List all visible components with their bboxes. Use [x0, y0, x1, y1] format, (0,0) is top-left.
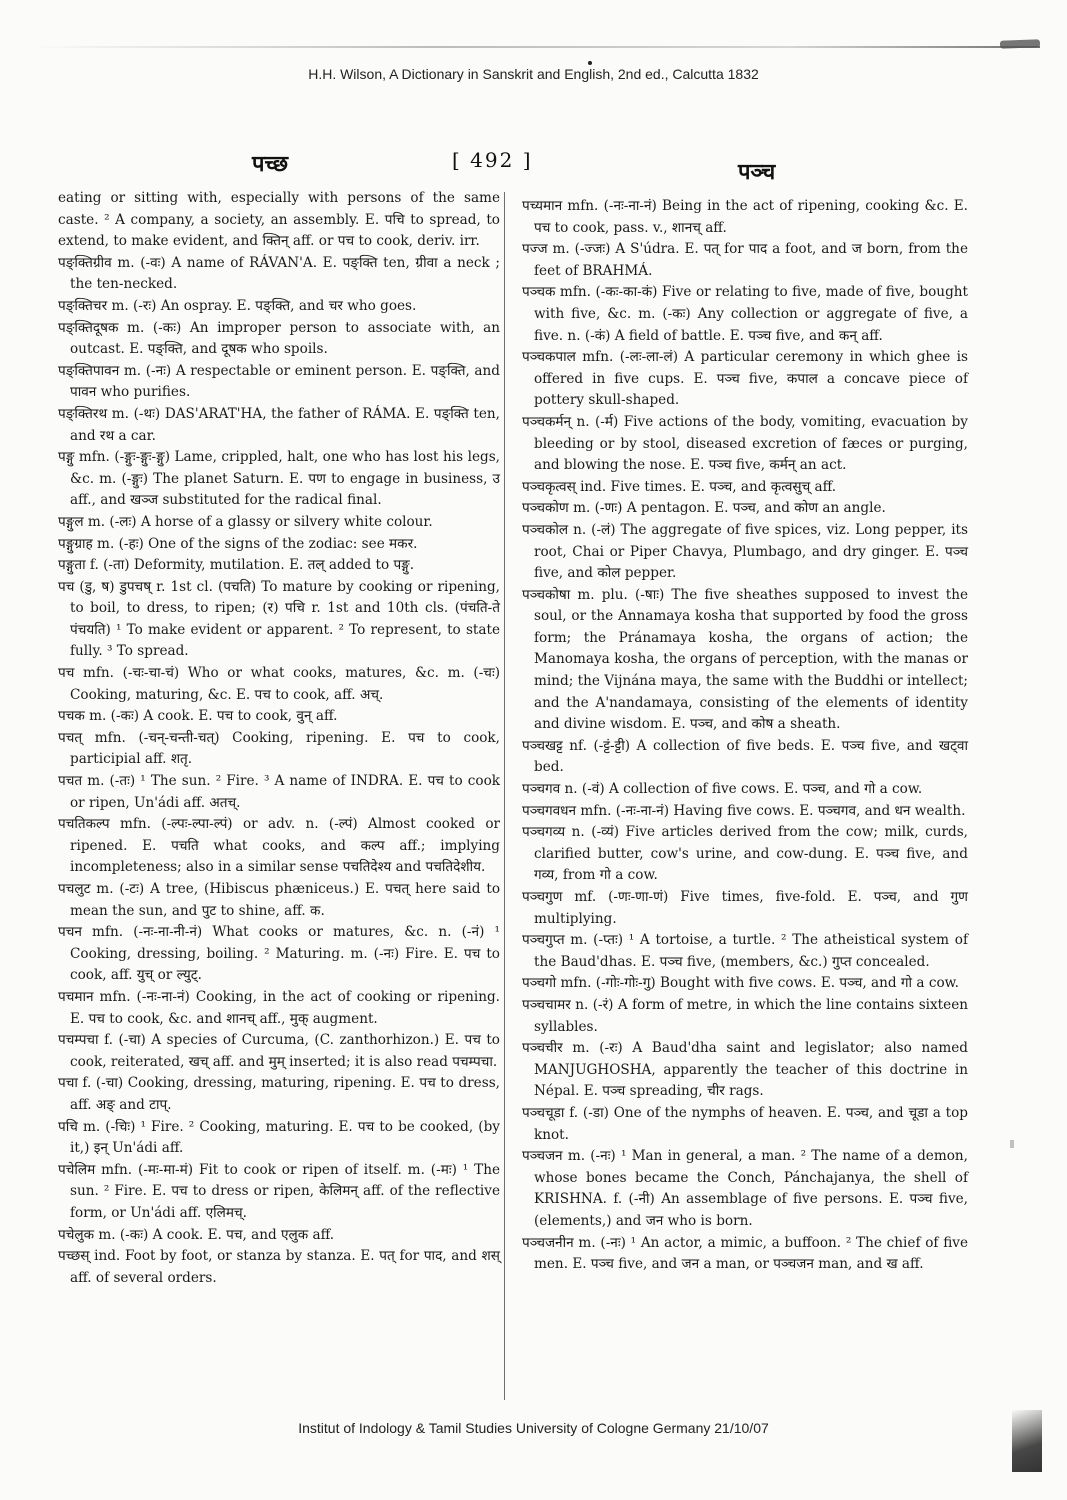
- dictionary-entry: पङ्गुता f. (-ता) Deformity, mutilation. E. तल् added to पङ्गु.: [58, 557, 415, 574]
- dictionary-entry: पञ्चगुण mf. (-णः-णा-णं) Five times, five-fold. E. पञ्च, and गुण multiplying.: [522, 889, 968, 927]
- dictionary-entry: पञ्चगो mfn. (-गोः-गोः-गु) Bought with five cows. E. पञ्च, and गो a cow.: [522, 975, 959, 992]
- dictionary-entry: पञ्चक mfn. (-कः-का-कं) Five or relating to five, made of five, bought with five, &c. m. (-कः) Any collection or aggregate of five, a five. n. (-कं) A field of battle. E. पञ्च five, and कन् aff.: [522, 284, 968, 344]
- dictionary-entry: पञ्चकोषा m. plu. (-षाः) The five sheathes supposed to invest the soul, or the Annamaya kosha that supported by food the gross form; the Pránamaya kosha, the organs of action; the Manomaya kosha, the organs of perception, with the manas or mind; the Vijnána maya, the same with the Buddhi or intellect; and the A'nandamaya, consisting of the elements of identity and divine wisdom. E. पञ्च, and कोष a sheath.: [522, 586, 968, 733]
- dictionary-entry: पङ्गुल m. (-लः) A horse of a glassy or silvery white colour.: [58, 513, 433, 530]
- dictionary-entry: पञ्चगव्य n. (-व्यं) Five articles derived from the cow; milk, curds, clarified butter, cow's urine, and cow-dung. E. पञ्च five, and गव्य, from गो a cow.: [522, 824, 968, 884]
- dictionary-entry: पज्ज m. (-ज्जः) A S'údra. E. पत् for पाद a foot, and ज born, from the feet of BRAHMÁ.: [522, 241, 968, 279]
- dictionary-entry: पचलुट m. (-टः) A tree, (Hibiscus phæniceus.) E. पचत् here said to mean the sun, and पुट to shine, aff. क.: [58, 881, 500, 919]
- dictionary-entry: पञ्चजन m. (-नः) ¹ Man in general, a man. ² The name of a demon, whose bones became the Conch, Pánchajanya, the shell of KRISHNA. f. (-नी) An assemblage of five persons. E. पञ्च five, (elements,) and जन who is born.: [522, 1148, 968, 1229]
- dictionary-entry: पङ्क्तिपावन m. (-नः) A respectable or eminent person. E. पङ्क्ति, and पावन who purifies.: [58, 362, 500, 401]
- dictionary-entry: पङ्गु mfn. (-ङ्गुः-ङ्गुः-ङ्गु) Lame, crippled, halt, one who has lost his legs, &c. m. (-ङ्गुः) The planet Saturn. E. पण to engage in business, उ aff., and खञ्ज substituted for the radical final.: [58, 449, 500, 509]
- dictionary-entry: पचेलुक m. (-कः) A cook. E. पच, and एलुक aff.: [58, 1226, 335, 1243]
- dictionary-entry: पचमान mfn. (-नः-ना-नं) Cooking, in the act of cooking or ripening. E. पच to cook, &c. and शानच् aff., मुक् augment.: [58, 988, 500, 1027]
- dictionary-entry: पञ्चगुप्त m. (-प्तः) ¹ A tortoise, a turtle. ² The atheistical system of the Baud'dhas. E. पञ्च five, (members, &c.) गुप्त concealed.: [522, 932, 968, 970]
- dictionary-entry: पचत् mfn. (-चन्-चन्ती-चत्) Cooking, ripening. E. पच to cook, participial aff. शतृ.: [58, 729, 500, 768]
- left-column: [58, 188, 500, 1289]
- dictionary-entry: पङ्क्तिचर m. (-रः) An ospray. E. पङ्क्ति, and चर who goes.: [58, 297, 417, 314]
- dictionary-entry: eating or sitting with, especially with persons of the same caste. ² A company, a society, an assembly. E. पचि to spread, to extend, to make evident, and क्तिन् aff. or पच to cook, deriv. irr.: [58, 190, 500, 250]
- dictionary-entry: पचन mfn. (-नः-ना-नी-नं) What cooks or matures, &c. n. (-नं) ¹ Cooking, dressing, boiling. ² Maturing. m. (-नः) Fire. E. पच to cook, aff. युच् or ल्युट्.: [58, 924, 500, 984]
- page-number: [ 492 ]: [452, 148, 533, 172]
- footer-caption: Institut of Indology & Tamil Studies University of Cologne Germany 21/10/07: [298, 1420, 769, 1436]
- dictionary-entry: पचक m. (-कः) A cook. E. पच to cook, वुन् aff.: [58, 708, 338, 725]
- dictionary-entry: पञ्चजनीन m. (-नः) ¹ An actor, a mimic, a buffoon. ² The chief of five men. E. पञ्च five, and जन a man, or पञ्चजन man, and ख aff.: [522, 1234, 968, 1273]
- column-divider: [504, 192, 505, 1400]
- dictionary-entry: पङ्गुग्राह m. (-हः) One of the signs of the zodiac: see मकर.: [58, 535, 418, 552]
- scan-speck: [1010, 1140, 1014, 1148]
- dictionary-entry: पञ्चखट्ट nf. (-ट्टं-ट्टी) A collection of five beds. E. पञ्च five, and खट्वा bed.: [522, 737, 968, 776]
- scan-edge-mark: [1012, 1410, 1042, 1472]
- left-headword: पच्छ: [252, 151, 289, 177]
- dictionary-entry: पङ्क्तिरथ m. (-थः) DAS'ARAT'HA, the father of RÁMA. E. पङ्क्ति ten, and रथ a car.: [58, 405, 500, 444]
- dictionary-entry: पञ्चकपाल mfn. (-लः-ला-लं) A particular ceremony in which ghee is offered in five cups. E. पञ्च five, कपाल a concave piece of pottery skull-shaped.: [522, 349, 968, 409]
- dictionary-entry: पच्यमान mfn. (-नः-ना-नं) Being in the act of ripening, cooking &c. E. पच to cook, pass. v., शानच् aff.: [522, 198, 968, 236]
- dictionary-entry: पञ्चकर्मन् n. (-र्म) Five actions of the body, vomiting, evacuation by bleeding or by stool, diseased excretion of fæces or purging, and blowing the nose. E. पञ्च five, कर्मन् an act.: [522, 413, 968, 474]
- dictionary-entry: पञ्चचूडा f. (-डा) One of the nymphs of heaven. E. पञ्च, and चूडा a top knot.: [522, 1104, 968, 1143]
- dictionary-entry: पञ्चगवधन mfn. (-नः-ना-नं) Having five cows. E. पञ्चगव, and धन wealth.: [522, 802, 966, 819]
- dictionary-entry: पञ्चचामर n. (-रं) A form of metre, in which the line contains sixteen syllables.: [522, 996, 968, 1035]
- dictionary-entry: पचेलिम mfn. (-मः-मा-मं) Fit to cook or ripen of itself. m. (-मः) ¹ The sun. ² Fire. E. पच to dress or ripen, केलिमन् aff. of the reflective form, or Un'ádi aff. एलिमच्.: [58, 1161, 500, 1221]
- dictionary-entry: पञ्चगव n. (-वं) A collection of five cows. E. पञ्च, and गो a cow.: [522, 781, 923, 798]
- dictionary-entry: पच्छस् ind. Foot by foot, or stanza by stanza. E. पत् for पाद, and शस् aff. of several orders.: [58, 1248, 500, 1286]
- dictionary-entry: पङ्क्तिदूषक m. (-कः) An improper person to associate with, an outcast. E. पङ्क्ति, and दूषक who spoils.: [58, 319, 500, 358]
- header-caption: H.H. Wilson, A Dictionary in Sanskrit and English, 2nd ed., Calcutta 1832: [308, 66, 759, 82]
- dictionary-entry: पञ्चकोण m. (-णः) A pentagon. E. पञ्च, and कोण an angle.: [522, 500, 886, 517]
- scan-smudge: [1000, 39, 1040, 48]
- dictionary-entry: पचम्पचा f. (-चा) A species of Curcuma, (C. zanthorhizon.) E. पच to cook, reiterated, खच् aff. and मुम् inserted; it is also read पचम्पचा.: [58, 1032, 500, 1070]
- dictionary-entry: पञ्चकृत्वस् ind. Five times. E. पञ्च, and कृत्वसुच् aff.: [522, 478, 837, 495]
- dictionary-entry: पञ्चचीर m. (-रः) A Baud'dha saint and legislator; also named MANJUGHOSHA, apparently the teacher of this doctrine in Népal. E. पञ्च spreading, चीर rags.: [522, 1040, 968, 1100]
- dictionary-entry: पचि m. (-चिः) ¹ Fire. ² Cooking, maturing. E. पच to be cooked, (by it,) इन् Un'ádi aff.: [58, 1118, 500, 1157]
- dictionary-entry: पच (डु, ष) डुपचष् r. 1st cl. (पचति) To mature by cooking or ripening, to boil, to dress, to ripen; (र) पचि r. 1st and 10th cls. (पंचति-ते पंचयति) ¹ To make evident or apparent. ² To represent, to state fully. ³ To spread.: [58, 578, 500, 660]
- dictionary-entry: पचत m. (-तः) ¹ The sun. ² Fire. ³ A name of INDRA. E. पच to cook or ripen, Un'ádi aff. अतच्.: [58, 773, 500, 811]
- dictionary-entry: पञ्चकोल n. (-लं) The aggregate of five spices, viz. Long pepper, its root, Chai or Piper Chavya, Plumbago, and dry ginger. E. पञ्च five, and कोल pepper.: [522, 521, 968, 582]
- top-scan-rule: [30, 46, 1040, 48]
- right-headword: पञ्च: [738, 159, 776, 185]
- dictionary-entry: पचा f. (-चा) Cooking, dressing, maturing, ripening. E. पच to dress, aff. अङ् and टाप्.: [58, 1075, 500, 1113]
- scan-dot: [588, 61, 592, 65]
- dictionary-entry: पङ्क्तिग्रीव m. (-वः) A name of RÁVAN'A. E. पङ्क्ति ten, ग्रीवा a neck ; the ten-necked.: [58, 254, 500, 293]
- dictionary-entry: पच mfn. (-चः-चा-चं) Who or what cooks, matures, &c. m. (-चः) Cooking, maturing, &c. E. पच to cook, aff. अच्.: [58, 665, 500, 703]
- dictionary-entry: पचतिकल्प mfn. (-ल्पः-ल्पा-ल्पं) or adv. n. (-ल्पं) Almost cooked or ripened. E. पचति what cooks, and कल्प aff.; implying incompleteness; also in a similar sense पचतिदेश्य and पचतिदेशीय.: [58, 816, 500, 876]
- right-column: [522, 196, 968, 1276]
